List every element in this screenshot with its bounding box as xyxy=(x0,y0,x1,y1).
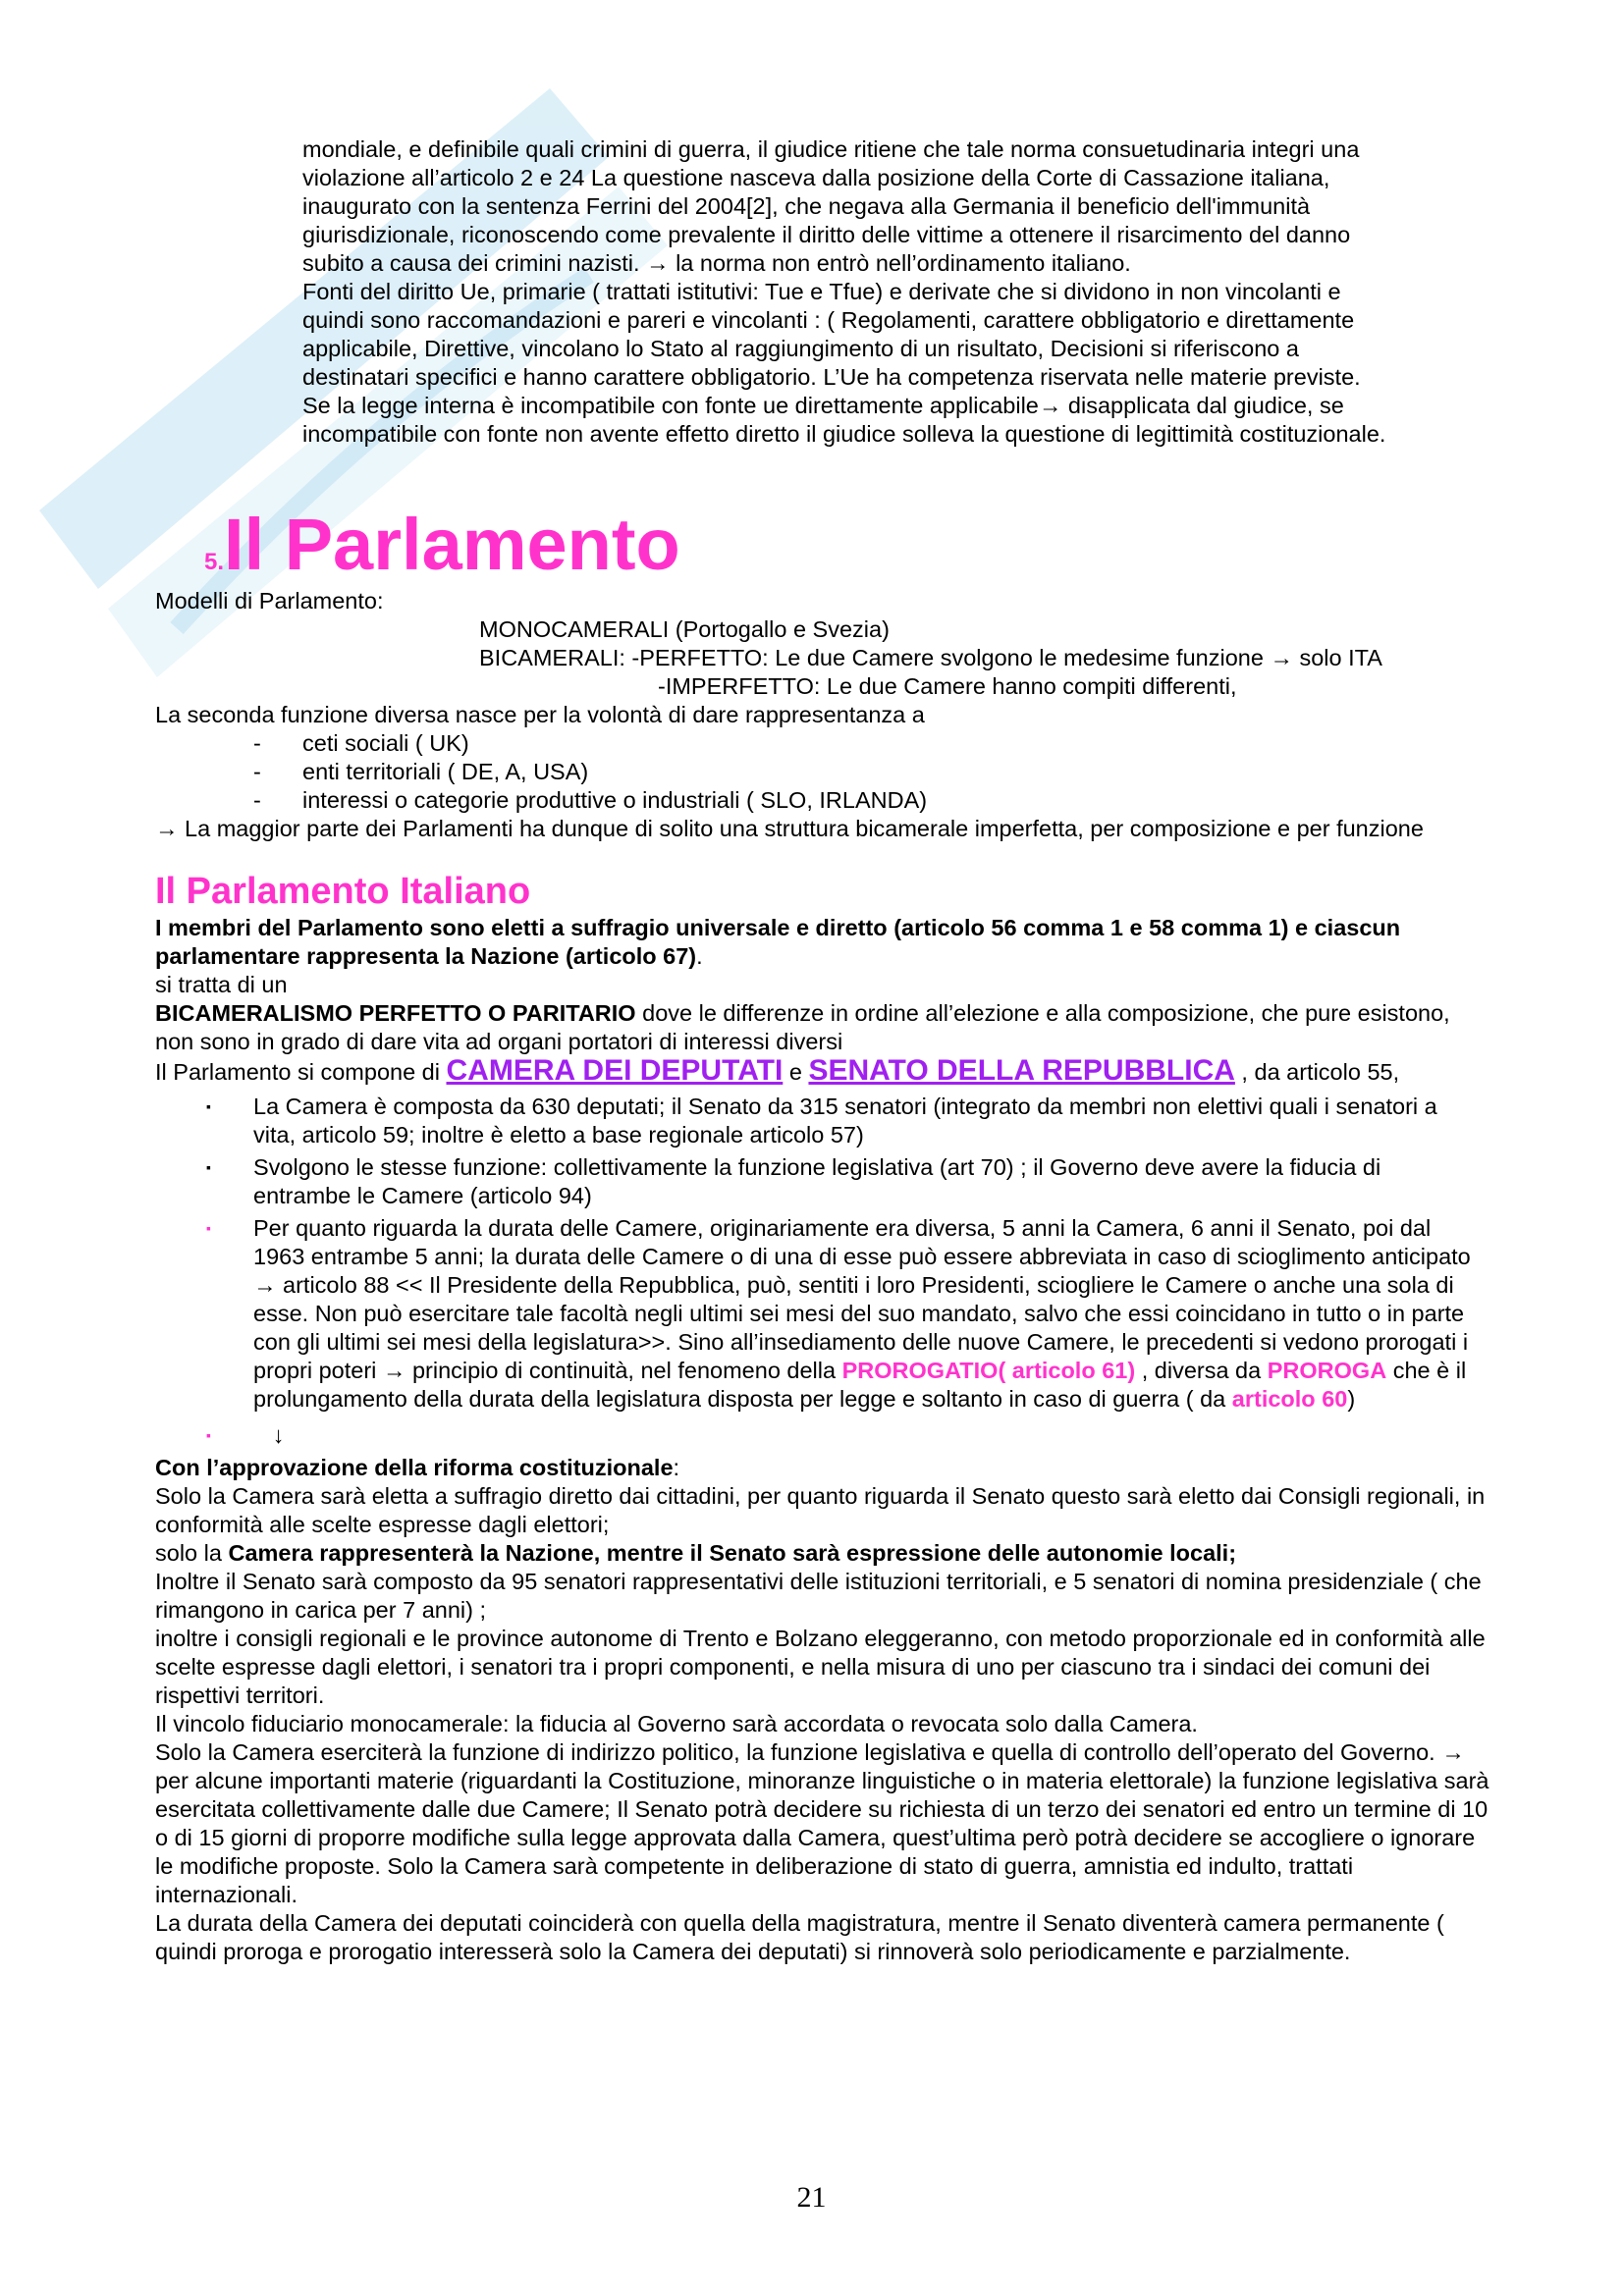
compone-and: e xyxy=(783,1059,809,1085)
bullet-text xyxy=(253,1214,1481,1414)
bullet3-part-a: Per quanto riguarda la durata delle Camere, originariamente era diversa, 5 anni la Camera, 6 anni il Senato, poi dal 1963 entrambe 5 anni; la durata delle Camere o di una di esse può essere abbreviata in caso di scioglimento anticipato → articolo 88 << Il Presidente della Repubblica, può, sentiti i loro Presidenti, sciogliere le Camere o anche una sola di esse. Non può esercitare tale facoltà negli ultimi sei mesi del suo mandato, salvo che essi coincidano in tutto o in parte con gli ultimi sei mesi della legislatura>>. Sino all’insediamento delle nuove Camere, le precedenti si vedono prorogati i propri poteri → principio di continuità, nel fenomeno della xyxy=(253,1215,1471,1383)
bicameralismo-rest: dove le differenze in ordine all’elezione e alla composizione, che pure esistono, non sono in grado di dare vita ad organi portatori di interessi diversi xyxy=(155,1000,1450,1054)
list-item xyxy=(155,1153,1490,1210)
model-bi-imperfect: -IMPERFETTO: Le due Camere hanno compiti differenti, xyxy=(658,673,1237,699)
intro-paragraph xyxy=(302,135,1481,449)
list-item xyxy=(155,1421,1490,1450)
compone-paragraph xyxy=(155,1056,1490,1087)
page-number: 21 xyxy=(796,2181,827,2214)
riforma-p2-bold: Camera rappresenterà la Nazione, mentre il Senato sarà espressione delle autonomie locali; xyxy=(228,1540,1237,1566)
bicameralismo-bold: BICAMERALISMO PERFETTO O PARITARIO xyxy=(155,1000,636,1026)
bullet-text: Svolgono le stesse funzione: collettivamente la funzione legislativa (art 70) ; il Governo deve avere la fiducia di entrambe le Camere (articolo 94) xyxy=(253,1154,1381,1208)
bullet-list xyxy=(155,1093,1490,1450)
proroga-term: PROROGA xyxy=(1267,1358,1387,1383)
section-body xyxy=(155,587,1490,1966)
intro-line: inaugurato con la sentenza Ferrini del 2004[2], che negava alla Germania il beneficio dell'immunità xyxy=(302,193,1311,219)
riforma-paragraph: inoltre i consigli regionali e le province autonome di Trento e Bolzano eleggeranno, con metodo proporzionale ed in conformità alle scelte espresse dagli elettori, i senatori tra i propri componenti, e nella misura di uno per ciascuno tra i sindaci dei comuni dei rispettivi territori. xyxy=(155,1626,1486,1708)
intro-line: Fonti del diritto Ue, primarie ( trattati istitutivi: Tue e Tfue) e derivate che si dividono in non vincolanti e xyxy=(302,279,1341,304)
subsection-title: Il Parlamento Italiano xyxy=(155,871,531,912)
model-bi xyxy=(155,644,1490,672)
bullet3-part-d: ) xyxy=(1347,1386,1356,1412)
riforma-paragraph: Solo la Camera sarà eletta a suffragio diretto dai cittadini, per quanto riguarda il Senato questo sarà eletto dai Consigli regionali, in conformità alle scelte espresse dagli elettori; xyxy=(155,1483,1486,1537)
si-tratta-text: si tratta di un xyxy=(155,972,288,997)
riforma-paragraph: Il vincolo fiduciario monocamerale: la fiducia al Governo sarà accordata o revocata solo dalla Camera. xyxy=(155,1711,1198,1736)
members-period: . xyxy=(696,943,703,969)
dash-marker: - xyxy=(253,730,261,756)
intro-line: quindi sono raccomandazioni e pareri e vincolanti : ( Regolamenti, carattere obbligatorio e direttamente xyxy=(302,307,1355,333)
model-mono-text: MONOCAMERALI (Portogallo e Svezia) xyxy=(479,616,890,642)
camera-link: CAMERA DEI DEPUTATI xyxy=(446,1054,784,1087)
articolo60-term: articolo 60 xyxy=(1231,1386,1348,1412)
senato-link: SENATO DELLA REPUBBLICA xyxy=(808,1054,1235,1087)
intro-line: giurisdizionale, riconoscendo come prevalente il diritto delle vittime a ottenere il risarcimento del danno xyxy=(302,222,1351,247)
intro-line: violazione all’articolo 2 e 24 La questione nasceva dalla posizione della Corte di Cassazione italiana, xyxy=(302,165,1330,190)
rep-item-text: ceti sociali ( UK) xyxy=(302,730,469,756)
dash-marker: - xyxy=(253,787,261,813)
checkbox-symbol-icon xyxy=(428,615,479,644)
bicameralismo-paragraph xyxy=(155,999,1490,1056)
riforma-paragraph: La durata della Camera dei deputati coinciderà con quella della magistratura, mentre il Senato diventerà camera permanente ( quindi proroga e prorogatio interesserà solo la Camera dei deputati) si rinnoverà solo periodicamente e parzialmente. xyxy=(155,1910,1444,1964)
down-arrow-icon: ↓ xyxy=(272,1422,285,1448)
section-number: 5. xyxy=(204,549,225,575)
rep-item xyxy=(155,786,1490,815)
section-title-text: Il Parlamento xyxy=(224,504,680,585)
compone-prefix: Il Parlamento si compone di xyxy=(155,1059,447,1085)
intro-line: applicabile, Direttive, vincolano lo Stato al raggiungimento di un risultato, Decisioni si riferiscono a xyxy=(302,336,1299,361)
intro-line: subito a causa dei crimini nazisti. → la norma non entrò nell’ordinamento italiano. xyxy=(302,250,1131,276)
riforma-p2-prefix: solo la xyxy=(155,1540,229,1566)
riforma-heading xyxy=(155,1454,1490,1482)
list-item xyxy=(155,1214,1490,1414)
intro-line: incompatibile con fonte non avente effetto diretto il giudice solleva la questione di legittimità costituzionale. xyxy=(302,421,1386,447)
dash-marker: - xyxy=(253,759,261,784)
bullet-icon: ▪ xyxy=(206,1098,211,1114)
bullet-icon: ▪ xyxy=(206,1159,211,1175)
riforma-paragraph: Inoltre il Senato sarà composto da 95 senatori rappresentativi delle istituzioni territoriali, e 5 senatori di nomina presidenziale ( che rimangono in carica per 7 anni) ; xyxy=(155,1569,1482,1623)
members-paragraph xyxy=(155,914,1490,971)
bullet3-part-b: , diversa da xyxy=(1135,1358,1268,1383)
bullet-text: La Camera è composta da 630 deputati; il Senato da 315 senatori (integrato da membri non elettivi quali i senatori a vita, articolo 59; inoltre è eletto a base regionale articolo 57) xyxy=(253,1094,1437,1148)
list-item xyxy=(155,1093,1490,1149)
rep-item xyxy=(155,758,1490,786)
model-bi-text: BICAMERALI: -PERFETTO: Le due Camere svolgono le medesime funzione → solo ITA xyxy=(479,645,1382,670)
bullet-icon: ▪ xyxy=(206,1220,211,1236)
rep-item xyxy=(155,729,1490,758)
riforma-paragraph: Solo la Camera eserciterà la funzione di indirizzo politico, la funzione legislativa e quella di controllo dell’operato del Governo. → per alcune importanti materie (riguardanti la Costituzione, minoranze linguistiche o in materia elettorale) la funzione legislativa sarà esercitata collettivamente dalle due Camere; Il Senato potrà decidere su richiesta di un terzo dei senatori ed entro un termine di 10 o di 15 giorni di proporre modifiche sulla legge approvata dalla Camera, quest’ultima però potrà decidere se accogliere o ignorare le modifiche proposte. Solo la Camera sarà competente in deliberazione di stato di guerra, amnistia ed indulto, trattati internazionali. xyxy=(155,1739,1489,1907)
second-function-text: La seconda funzione diversa nasce per la volontà di dare rappresentanza a xyxy=(155,702,925,727)
compone-suffix: , da articolo 55, xyxy=(1234,1059,1400,1085)
riforma-heading-text: Con l’approvazione della riforma costituzionale xyxy=(155,1455,674,1480)
checkbox-symbol-icon xyxy=(428,644,479,672)
riforma-paragraph xyxy=(155,1539,1490,1568)
intro-line: destinatari specifici e hanno carattere obbligatorio. L’Ue ha competenza riservata nelle materie previste. xyxy=(302,364,1361,390)
models-label: Modelli di Parlamento: xyxy=(155,588,384,614)
bullet3-part-c: che è il prolungamento della durata della legislatura disposta per legge e soltanto in caso di guerra ( da xyxy=(253,1358,1467,1412)
rep-item-text: interessi o categorie produttive o industriali ( SLO, IRLANDA) xyxy=(302,787,928,813)
riforma-heading-colon: : xyxy=(673,1455,680,1480)
prorogatio-term: PROROGATIO( articolo 61) xyxy=(841,1358,1136,1383)
intro-line: mondiale, e definibile quali crimini di guerra, il giudice ritiene che tale norma consuetudinaria integri una xyxy=(302,136,1360,162)
rep-item-text: enti territoriali ( DE, A, USA) xyxy=(302,759,589,784)
members-bold-text: I membri del Parlamento sono eletti a suffragio universale e diretto (articolo 56 comma 1 e 58 comma 1) e ciascun parlamentare rappresenta la Nazione (articolo 67) xyxy=(155,915,1401,969)
bullet-icon: ▪ xyxy=(206,1427,211,1443)
conclusion-text: → La maggior parte dei Parlamenti ha dunque di solito una struttura bicamerale imperfetta, per composizione e per funzione xyxy=(155,816,1424,841)
model-mono xyxy=(155,615,1490,644)
intro-line: Se la legge interna è incompatibile con fonte ue direttamente applicabile→ disapplicata dal giudice, se xyxy=(302,393,1344,418)
